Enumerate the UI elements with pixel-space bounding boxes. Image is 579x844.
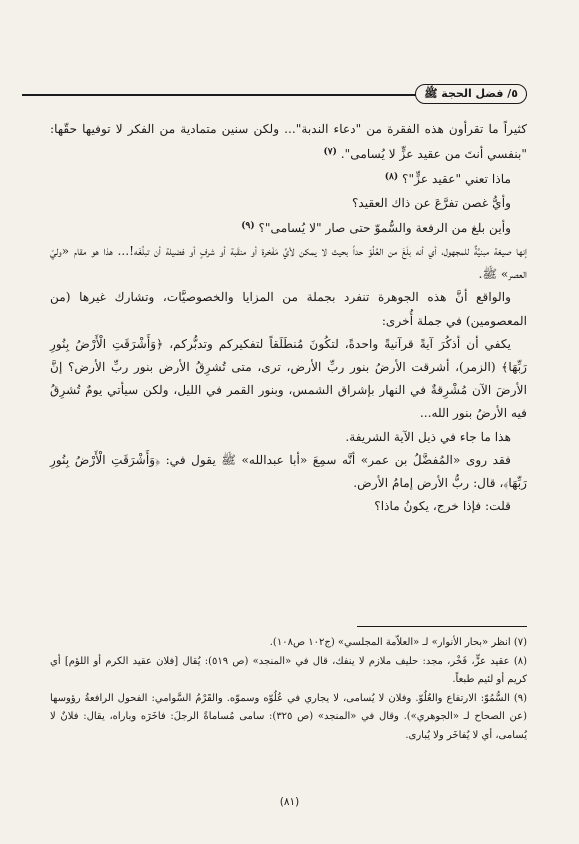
paragraph-text: هذا ما جاء في ذيل الآية الشريفة. (345, 429, 511, 444)
paragraph (50, 495, 527, 518)
page-number: (٨١) (279, 796, 300, 808)
paragraph (50, 166, 527, 191)
paragraph-text: وأيُّ غصن تفرَّعَ عن ذاك العقيد؟ (351, 195, 511, 210)
paragraph (50, 118, 527, 166)
running-header (22, 84, 527, 104)
footnotes (50, 634, 527, 746)
paragraph-text: قلت: فإذا خرج، يكونُ ماذا؟ (374, 499, 511, 514)
footnote: (٧) انظر «بحار الأنوار» لـ «العلاّمة المجلسي» (ج١٠٢ ص١٠٨). (269, 637, 527, 648)
paragraph-text: فقد روى «المُفضَّلُ بن عمر» أنَّه سمِعَ «أبا عبدالله» ﷺ يقول في: ﴿وَأَشْرَقَتِ الْأَرْضُ بِنُورِ رَبِّهَا﴾، قال: ربُّ الأرض إمامُ الأرض. (50, 452, 527, 491)
paragraph (50, 286, 527, 332)
paragraph (50, 215, 527, 240)
section-label: ٥/ فضل الحجة ﷺ (415, 84, 527, 104)
body-text (50, 118, 527, 518)
footnote-reference: (٧) (323, 147, 337, 158)
paragraph-text: كثيراً ما تقرأون هذه الفقرة من "دعاء الندبة"... ولكن سنين متمادية من الفكر لا توفيها حقّها: "بنفسي أنتَ من عقيد عزٍّ لا يُسامى". (50, 122, 527, 162)
paragraph-text: وأين بلغ من الرفعة والسُّموّ حتى صار "لا يُسامى"؟ (258, 220, 511, 235)
paragraph-text: والواقع أنَّ هذه الجوهرة تنفرد بجملة من المزايا والخصوصيَّات، وتشارك غيرها (من المعصومين) في جملة أُخرى: (50, 290, 527, 328)
footnote-rule (357, 626, 527, 627)
paragraph-text: إنها صيغة مبنيَّةٌ للمجهول، أي أنه بلَغَ من العُلُوّ حداً بحيث لا يمكن لأيِّ مَفْخرة أو منقَبة أو شرفٍ أو فضيلة أن تبلُغَه!... هذا هو مقام «وليّ العصر» ﷺ. (50, 244, 527, 282)
paragraph-text: ماذا تعني "عقيد عزٍّ"؟ (402, 172, 511, 187)
footnote-reference: (٩) (241, 220, 255, 231)
footnote-reference: (٨) (384, 172, 399, 183)
paragraph (50, 333, 527, 426)
paragraph (50, 240, 527, 286)
paragraph (50, 192, 527, 215)
footnote: (٩) السُّمُوّ: الارتفاع والعُلُوّ. وفلان لا يُسامى، لا يجاري في عُلُوّه وسموّه. والقَرْمُ السَّوامي: الفحول الرافعةُ رؤوسها (عن الصحاح لـ «الجوهري»). وقال في «المنجد» (ص ٣٢٥): سامى مُساماةً الرجلَ: فاخَرَه وباراه، يقال: فلانٌ لا يُسامى، أي لا يُفاخَر ولا يُبارى. (50, 692, 527, 741)
paragraph-text: يكفي أن أذكُرَ آيةً قرآنيةً واحدةً، لتكُونَ مُنطَلَقاً لتفكيركم وتدبُّركم، ﴿وَأَشْرَقَتِ الْأَرْضُ بِنُورِ رَبِّهَا﴾ (الزمر)، أشرقت الأرضُ بنور ربِّ الأرض، ترى، متى تُشرِقُ الأرض بنور ربِّ الأرض؟ إنَّ الأرضَ الآن مُشْرِقةٌ في النهار بإشراق الشمس، وبنور القمر في الليل، ولكن سيأتي يومٌ تُشرِقُ فيه الأرضُ بنور الله... (50, 336, 527, 421)
paragraph (50, 449, 527, 495)
paragraph (50, 426, 527, 449)
footnote: (٨) عقيد عزٍّ، فَخْر، مجد: حليف ملازم لا ينفك، قال في «المنجد» (ص ٥١٩): يُقال [فلان عقيد الكرم أو اللؤم] أي كريم أو لئيم طبعاً. (50, 655, 528, 686)
